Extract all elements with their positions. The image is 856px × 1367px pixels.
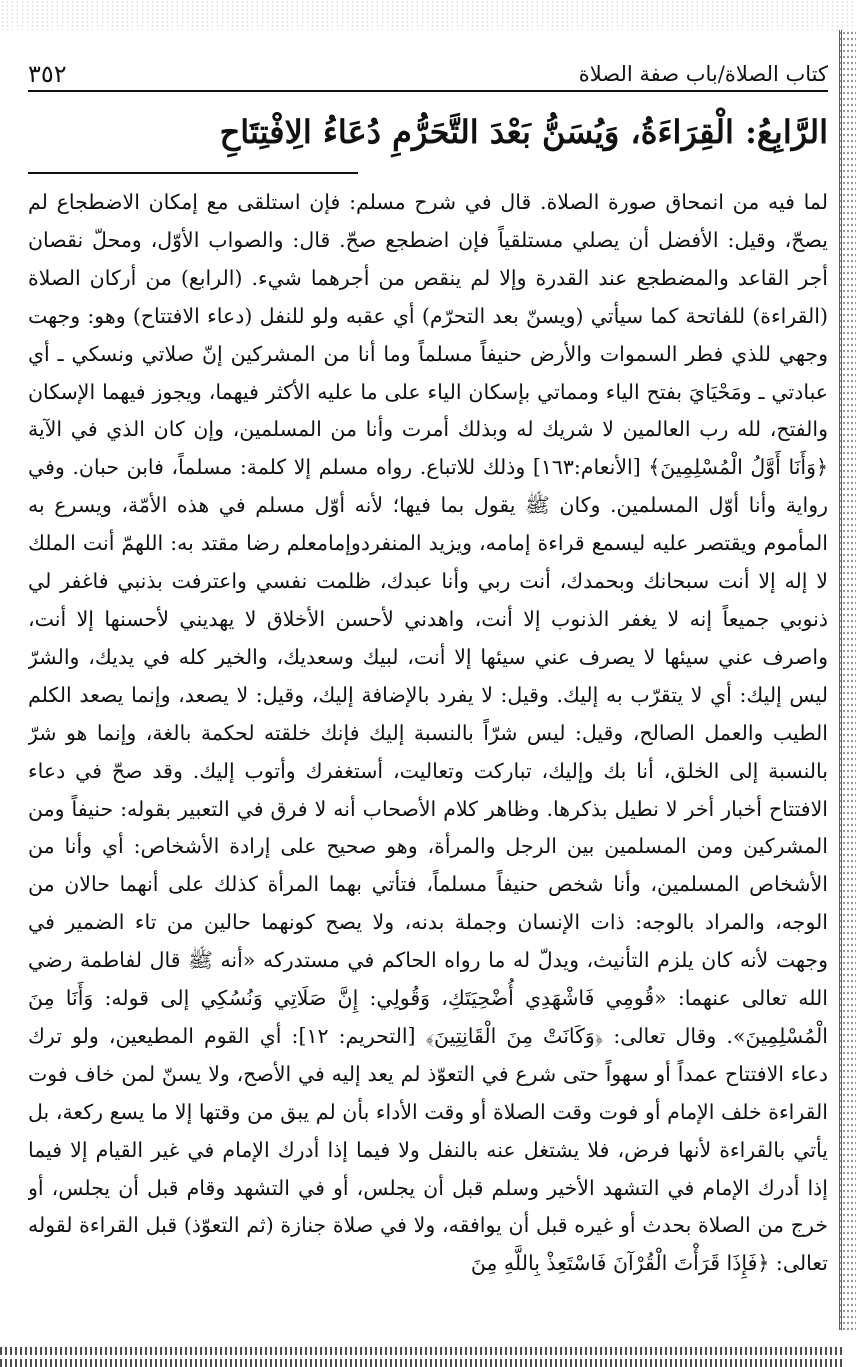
scan-noise-strip [0,0,856,30]
page-number: ٣٥٢ [28,60,67,88]
separator-rule [28,172,358,174]
page-header [28,50,828,92]
ornamental-border-bottom [0,1347,842,1367]
running-title: كتاب الصلاة/باب صفة الصلاة [578,62,828,86]
commentary-paragraph: لما فيه من انمحاق صورة الصلاة. قال في شرح مسلم: فإن استلقى مع إمكان الاضطجاع لم يصحّ، وقيل: الأفضل أن يصلي مستلقياً فإن اضطجع صحّ. قال: والصواب الأوّل، ومحلّ نقصان أجر القاعد والمضطجع عند القدرة وإلا لم ينقص من أجرهما شيء. (الرابع) من أركان الصلاة (القراءة) للفاتحة كما سيأتي (ويسنّ بعد التحرّم) أي عقبه ولو للنفل (دعاء الافتتاح) وهو: وجهت وجهي للذي فطر السموات والأرض حنيفاً مسلماً وما أنا من المشركين إنّ صلاتي ونسكي ـ أي عبادتي ـ ومَحْيَايَ بفتح الياء ومماتي بإسكان الياء على ما عليه الأكثر فيهما، ويجوز فيهما الإسكان والفتح، لله رب العالمين لا شريك له وبذلك أمرت وأنا من المسلمين، وإن كان الذي في الآية ﴿وَأَنَا أَوَّلُ الْمُسْلِمِينَ﴾ [الأنعام:١٦٣] وذلك للاتباع. رواه مسلم إلا كلمة: مسلماً، فابن حبان. وفي رواية وأنا أوّل المسلمين. وكان ﷺ يقول بما فيها؛ لأنه أوّل مسلم في هذه الأمّة، ويسرع به المأموم ويقتصر عليه ليسمع قراءة إمامه، ويزيد المنفردوإمامعلم رضا مقتد به: اللهمّ أنت الملك لا إله إلا أنت سبحانك وبحمدك، أنت ربي وأنا عبدك، ظلمت نفسي واعترفت بذنبي فاغفر لي ذنوبي جميعاً إنه لا يغفر الذنوب إلا أنت، واهدني لأحسن الأخلاق لا يهديني لأحسنها إلا أنت، واصرف عني سيئها لا يصرف عني سيئها إلا أنت، لبيك وسعديك، والخير كله في يديك، والشرّ ليس إليك: أي لا يتقرّب به إليك. وقيل: لا يفرد بالإضافة إليك، وقيل: لا يصعد، وإنما يصعد الكلم الطيب والعمل الصالح، وقيل: ليس شرّاً بالنسبة إليك فإنك خلقته لحكمة بالغة، وإنما هو شرّ بالنسبة إلى الخلق، أنا بك وإليك، تباركت وتعاليت، أستغفرك وأتوب إليك. وقد صحّ في دعاء الافتتاح أخبار أخر لا نطيل بذكرها. وظاهر كلام الأصحاب أنه لا فرق في التعبير بقوله: حنيفاً ومن المشركين ومن المسلمين بين الرجل والمرأة، وهو صحيح على إرادة الأشخاص: أي وأنا من الأشخاص المسلمين، وأنا شخص حنيفاً مسلماً، فتأتي بهما المرأة كذلك على أنهما حالان من الوجه، والمراد بالوجه: ذات الإنسان وجملة بدنه، ولا يصح كونهما حالين من تاء الضمير في وجهت لأنه كان يلزم التأنيث، ويدلّ له ما رواه الحاكم في مستدركه «أنه ﷺ قال لفاطمة رضي الله تعالى عنهما: «قُومِي فَاشْهَدِي أُضْحِيَتَكِ، وَقُولِي: إِنَّ صَلَاتِي وَنُسُكِي إلى قوله: وَأَنَا مِنَ الْمُسْلِمِينَ». وقال تعالى: ﴿وَكَانَتْ مِنَ الْقَانِتِينَ﴾ [التحريم: ١٢]: أي القوم المطيعين، ولو ترك دعاء الافتتاح عمداً أو سهواً حتى شرع في التعوّذ لم يعد إليه في الأصح، ولا يسنّ لمن خاف فوت القراءة خلف الإمام أو فوت وقت الصلاة أو وقت الأداء بأن لم يبق من وقتها إلا ما يسع ركعة، بل يأتي بالقراءة لأنها فرض، فلا يشتغل عنه بالنفل ولا فيما إذا أدرك الإمام في غير القيام إلا فيما إذا أدرك الإمام في التشهد الأخير وسلم قبل أن يجلس، أو في التشهد وقام قبل أن يجلس، أو خرج من الصلاة بحدث أو غيره قبل أن يوافقه، ولا في صلاة جنازة (ثم التعوّذ) قبل القراءة لقوله تعالى: ﴿فَإِذَا قَرَأْتَ الْقُرْآنَ فَاسْتَعِذْ بِاللَّهِ مِنَ [28,190,828,1276]
matn-heading: الرَّابِعُ: الْقِرَاءَةُ، وَيُسَنُّ بَعْدَ التَّحَرُّمِ دُعَاءُ الِافْتِتَاحِ [219,113,828,151]
commentary-text [28,184,828,1334]
ornamental-border-right [839,30,856,1330]
